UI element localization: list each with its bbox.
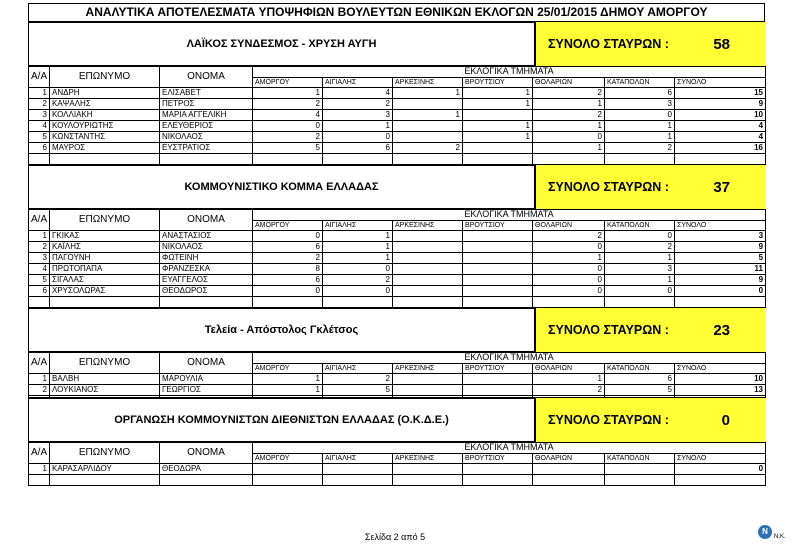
cell-votes: 5	[605, 385, 675, 396]
col-header-section: ΚΑΤΑΠΟΛΩΝ	[605, 77, 675, 88]
cell-votes	[463, 275, 533, 286]
cell-votes: 6	[605, 374, 675, 385]
cell-votes	[463, 374, 533, 385]
cell-surname: ΧΡΥΣΟΛΩΡΑΣ	[50, 286, 160, 297]
party-name: ΚΟΜΜΟΥΝΙΣΤΙΚΟ ΚΟΜΜΑ ΕΛΛΑΔΑΣ	[184, 181, 379, 193]
table-row	[29, 88, 766, 99]
cell-name: ΕΥΑΓΓΕΛΟΣ	[160, 275, 253, 286]
col-header-section: ΑΜΟΡΓΟΥ	[253, 453, 323, 464]
cell-aa: 2	[29, 385, 50, 396]
cell-votes: 16	[675, 143, 766, 154]
cell-empty	[533, 154, 605, 165]
cell-votes: 4	[675, 121, 766, 132]
col-header-aa: Α/Α	[29, 353, 50, 374]
cell-votes	[463, 110, 533, 121]
col-header-section: ΑΡΚΕΣΙΝΗΣ	[393, 363, 463, 374]
cell-votes: 6	[253, 275, 323, 286]
cell-votes: 0	[533, 242, 605, 253]
cell-votes	[393, 275, 463, 286]
cell-empty	[160, 475, 253, 486]
cell-empty	[253, 154, 323, 165]
cell-votes: 13	[675, 385, 766, 396]
cell-surname: ΑΝΔΡΗ	[50, 88, 160, 99]
cell-votes: 0	[675, 286, 766, 297]
total-votes-label: ΣΥΝΟΛΟ ΣΤΑΥΡΩΝ :	[548, 180, 669, 194]
cell-votes: 0	[605, 286, 675, 297]
col-header-section: ΚΑΤΑΠΟΛΩΝ	[605, 453, 675, 464]
cell-votes	[605, 464, 675, 475]
cell-aa: 4	[29, 264, 50, 275]
table-row	[29, 286, 766, 297]
cell-empty	[463, 475, 533, 486]
table-row-empty	[29, 475, 766, 486]
col-header-section: ΚΑΤΑΠΟΛΩΝ	[605, 220, 675, 231]
cell-votes: 9	[675, 99, 766, 110]
col-header-name: ΟΝΟΜΑ	[160, 210, 253, 231]
col-header-section: ΣΥΝΟΛΟ	[675, 220, 766, 231]
cell-name: ΑΝΑΣΤΑΣΙΟΣ	[160, 231, 253, 242]
col-header-section: ΣΥΝΟΛΟ	[675, 77, 766, 88]
cell-votes	[393, 132, 463, 143]
col-header-sections: ΕΚΛΟΓΙΚΑ ΤΜΗΜΑΤΑ	[253, 210, 766, 221]
total-votes-label: ΣΥΝΟΛΟ ΣΤΑΥΡΩΝ :	[548, 37, 669, 51]
cell-votes: 1	[533, 99, 605, 110]
cell-empty	[50, 297, 160, 308]
table-row	[29, 374, 766, 385]
cell-votes	[463, 385, 533, 396]
cell-votes: 1	[533, 121, 605, 132]
cell-votes	[393, 264, 463, 275]
cell-votes: 4	[323, 88, 393, 99]
col-header-section: ΘΟΛΑΡΙΩΝ	[533, 220, 605, 231]
candidates-table	[28, 442, 766, 486]
party-block	[28, 397, 765, 486]
cell-surname: ΚΟΥΛΟΥΡΙΩΤΗΣ	[50, 121, 160, 132]
total-votes-value: 37	[713, 178, 730, 196]
cell-empty	[393, 154, 463, 165]
cell-surname: ΒΑΛΒΗ	[50, 374, 160, 385]
cell-votes	[323, 464, 393, 475]
table-row	[29, 275, 766, 286]
cell-votes: 10	[675, 110, 766, 121]
cell-votes	[393, 231, 463, 242]
col-header-section: ΒΡΟΥΤΣΙΟΥ	[463, 77, 533, 88]
cell-votes	[393, 253, 463, 264]
cell-empty	[29, 475, 50, 486]
col-header-name: ΟΝΟΜΑ	[160, 443, 253, 464]
cell-aa: 2	[29, 99, 50, 110]
col-header-name: ΟΝΟΜΑ	[160, 353, 253, 374]
cell-surname: ΜΑΥΡΟΣ	[50, 143, 160, 154]
cell-votes: 15	[675, 88, 766, 99]
col-header-name: ΟΝΟΜΑ	[160, 67, 253, 88]
table-row	[29, 143, 766, 154]
cell-votes: 5	[323, 385, 393, 396]
cell-empty	[675, 297, 766, 308]
col-header-surname: ΕΠΩΝΥΜΟ	[50, 67, 160, 88]
cell-name: ΦΩΤΕΙΝΗ	[160, 253, 253, 264]
cell-votes: 9	[675, 242, 766, 253]
cell-votes: 0	[533, 275, 605, 286]
cell-empty	[323, 154, 393, 165]
cell-empty	[160, 297, 253, 308]
col-header-sections: ΕΚΛΟΓΙΚΑ ΤΜΗΜΑΤΑ	[253, 353, 766, 364]
cell-votes: 1	[393, 110, 463, 121]
cell-aa: 5	[29, 132, 50, 143]
cell-votes: 1	[463, 99, 533, 110]
cell-votes: 4	[253, 110, 323, 121]
cell-votes	[463, 464, 533, 475]
cell-votes	[393, 464, 463, 475]
col-header-section: ΘΟΛΑΡΙΩΝ	[533, 363, 605, 374]
table-row	[29, 231, 766, 242]
cell-votes: 2	[253, 132, 323, 143]
cell-empty	[605, 154, 675, 165]
cell-votes	[463, 242, 533, 253]
cell-votes: 0	[323, 132, 393, 143]
cell-empty	[675, 154, 766, 165]
cell-empty	[533, 475, 605, 486]
cell-votes: 0	[533, 132, 605, 143]
col-header-section: ΒΡΟΥΤΣΙΟΥ	[463, 220, 533, 231]
cell-votes: 0	[533, 264, 605, 275]
party-block	[28, 164, 765, 308]
cell-empty	[29, 297, 50, 308]
table-row-empty	[29, 297, 766, 308]
party-name: Τελεία - Απόστολος Γκλέτσος	[204, 324, 359, 336]
cell-name: ΕΛΕΥΘΕΡΙΟΣ	[160, 121, 253, 132]
cell-votes: 2	[533, 88, 605, 99]
cell-votes: 0	[675, 464, 766, 475]
cell-votes	[463, 253, 533, 264]
cell-votes: 0	[605, 110, 675, 121]
cell-votes: 1	[463, 132, 533, 143]
cell-votes: 1	[323, 231, 393, 242]
cell-votes: 1	[253, 88, 323, 99]
cell-votes: 2	[253, 99, 323, 110]
cell-empty	[323, 297, 393, 308]
party-block	[28, 21, 765, 165]
cell-empty	[50, 154, 160, 165]
party-block	[28, 307, 765, 407]
cell-votes	[393, 286, 463, 297]
cell-votes: 2	[605, 143, 675, 154]
cell-votes: 1	[463, 88, 533, 99]
cell-votes: 2	[323, 374, 393, 385]
page-title: ΑΝΑΛΥΤΙΚΑ ΑΠΟΤΕΛΕΣΜΑΤΑ ΥΠΟΨΗΦΙΩΝ ΒΟΥΛΕΥΤΩΝ ΕΘΝΙΚΩΝ ΕΚΛΟΓΩΝ 25/01/2015 ΔΗΜΟΥ ΑΜΟΡΓΟΥ	[28, 3, 765, 22]
col-header-surname: ΕΠΩΝΥΜΟ	[50, 443, 160, 464]
cell-votes: 11	[675, 264, 766, 275]
col-header-surname: ΕΠΩΝΥΜΟ	[50, 210, 160, 231]
cell-empty	[675, 475, 766, 486]
cell-empty	[393, 297, 463, 308]
cell-empty	[160, 154, 253, 165]
cell-votes	[393, 242, 463, 253]
candidates-table	[28, 66, 766, 165]
cell-empty	[50, 475, 160, 486]
party-header	[28, 21, 765, 66]
publisher-logo-text: N.K.	[774, 534, 786, 540]
table-row	[29, 121, 766, 132]
cell-surname: ΚΩΝΣΤΑΝΤΗΣ	[50, 132, 160, 143]
cell-votes	[393, 99, 463, 110]
cell-surname: ΚΑΪΛΗΣ	[50, 242, 160, 253]
table-row	[29, 110, 766, 121]
cell-votes	[393, 121, 463, 132]
cell-votes: 1	[253, 374, 323, 385]
col-header-sections: ΕΚΛΟΓΙΚΑ ΤΜΗΜΑΤΑ	[253, 67, 766, 78]
col-header-aa: Α/Α	[29, 443, 50, 464]
cell-aa: 3	[29, 253, 50, 264]
cell-votes: 10	[675, 374, 766, 385]
cell-votes: 2	[533, 110, 605, 121]
cell-votes: 1	[533, 253, 605, 264]
party-header	[28, 164, 765, 209]
cell-surname: ΣΙΓΑΛΑΣ	[50, 275, 160, 286]
cell-votes	[463, 264, 533, 275]
total-votes-label: ΣΥΝΟΛΟ ΣΤΑΥΡΩΝ :	[548, 413, 669, 427]
total-votes-value: 0	[721, 411, 730, 429]
cell-votes: 1	[605, 121, 675, 132]
cell-votes: 0	[323, 286, 393, 297]
cell-empty	[253, 297, 323, 308]
cell-votes: 5	[675, 253, 766, 264]
total-votes-box	[534, 398, 766, 442]
total-votes-box	[534, 165, 766, 209]
col-header-surname: ΕΠΩΝΥΜΟ	[50, 353, 160, 374]
cell-name: ΝΙΚΟΛΑΟΣ	[160, 132, 253, 143]
table-row	[29, 264, 766, 275]
table-row	[29, 99, 766, 110]
cell-empty	[605, 297, 675, 308]
table-row-empty	[29, 154, 766, 165]
cell-empty	[29, 154, 50, 165]
table-row	[29, 253, 766, 264]
cell-empty	[323, 475, 393, 486]
cell-votes	[393, 385, 463, 396]
cell-empty	[393, 475, 463, 486]
party-name: ΟΡΓΑΝΩΣΗ ΚΟΜΜΟΥΝΙΣΤΩΝ ΔΙΕΘΝΙΣΤΩΝ ΕΛΛΑΔΑΣ (Ο.Κ.Δ.Ε.)	[114, 414, 449, 426]
col-header-section: ΑΜΟΡΓΟΥ	[253, 363, 323, 374]
cell-votes: 1	[605, 253, 675, 264]
cell-empty	[253, 475, 323, 486]
col-header-section: ΑΙΓΙΑΛΗΣ	[323, 363, 393, 374]
cell-votes: 0	[605, 231, 675, 242]
cell-votes: 1	[533, 374, 605, 385]
cell-surname: ΛΟΥΚΙΑΝΟΣ	[50, 385, 160, 396]
cell-votes: 1	[323, 121, 393, 132]
cell-votes: 2	[393, 143, 463, 154]
cell-name: ΘΕΟΔΩΡΑ	[160, 464, 253, 475]
cell-votes	[393, 374, 463, 385]
cell-votes: 1	[323, 253, 393, 264]
cell-surname: ΓΚΙΚΑΣ	[50, 231, 160, 242]
cell-empty	[533, 297, 605, 308]
table-row	[29, 385, 766, 396]
cell-aa: 6	[29, 286, 50, 297]
col-header-section: ΘΟΛΑΡΙΩΝ	[533, 77, 605, 88]
cell-surname: ΚΟΛΛΙΑΚΗ	[50, 110, 160, 121]
col-header-section: ΒΡΟΥΤΣΙΟΥ	[463, 363, 533, 374]
cell-empty	[463, 154, 533, 165]
cell-votes: 1	[533, 143, 605, 154]
table-row	[29, 464, 766, 475]
cell-aa: 3	[29, 110, 50, 121]
cell-aa: 4	[29, 121, 50, 132]
cell-empty	[463, 297, 533, 308]
cell-aa: 1	[29, 374, 50, 385]
cell-surname: ΠΑΓΟΥΝΗ	[50, 253, 160, 264]
cell-votes: 2	[323, 275, 393, 286]
cell-votes: 1	[323, 242, 393, 253]
cell-name: ΜΑΡΟΥΛΙΑ	[160, 374, 253, 385]
cell-votes: 0	[253, 121, 323, 132]
col-header-section: ΑΙΓΙΑΛΗΣ	[323, 220, 393, 231]
cell-votes: 8	[253, 264, 323, 275]
col-header-section: ΣΥΝΟΛΟ	[675, 453, 766, 464]
cell-votes: 6	[253, 242, 323, 253]
col-header-section: ΚΑΤΑΠΟΛΩΝ	[605, 363, 675, 374]
col-header-section: ΒΡΟΥΤΣΙΟΥ	[463, 453, 533, 464]
cell-votes	[533, 464, 605, 475]
cell-votes: 2	[323, 99, 393, 110]
cell-votes	[253, 464, 323, 475]
cell-name: ΜΑΡΙΑ ΑΓΓΕΛΙΚΗ	[160, 110, 253, 121]
cell-aa: 1	[29, 231, 50, 242]
cell-votes: 1	[463, 121, 533, 132]
cell-votes: 0	[253, 286, 323, 297]
cell-votes: 1	[605, 132, 675, 143]
cell-aa: 1	[29, 464, 50, 475]
total-votes-value: 23	[713, 321, 730, 339]
col-header-aa: Α/Α	[29, 67, 50, 88]
cell-aa: 5	[29, 275, 50, 286]
candidates-table	[28, 209, 766, 308]
cell-surname: ΚΑΡΑΣΑΡΛΙΔΟΥ	[50, 464, 160, 475]
page-number: Σελίδα 2 από 5	[364, 532, 426, 542]
col-header-aa: Α/Α	[29, 210, 50, 231]
cell-votes: 1	[253, 385, 323, 396]
col-header-section: ΑΡΚΕΣΙΝΗΣ	[393, 453, 463, 464]
cell-name: ΝΙΚΟΛΑΟΣ	[160, 242, 253, 253]
cell-surname: ΚΑΨΑΛΗΣ	[50, 99, 160, 110]
col-header-section: ΑΡΚΕΣΙΝΗΣ	[393, 77, 463, 88]
total-votes-label: ΣΥΝΟΛΟ ΣΤΑΥΡΩΝ :	[548, 323, 669, 337]
cell-votes: 4	[675, 132, 766, 143]
cell-votes: 3	[675, 231, 766, 242]
cell-votes: 3	[605, 99, 675, 110]
total-votes-box	[534, 22, 766, 66]
cell-votes: 2	[605, 242, 675, 253]
cell-votes: 3	[605, 264, 675, 275]
cell-votes: 2	[253, 253, 323, 264]
cell-votes: 1	[605, 275, 675, 286]
cell-name: ΕΥΣΤΡΑΤΙΟΣ	[160, 143, 253, 154]
col-header-section: ΑΡΚΕΣΙΝΗΣ	[393, 220, 463, 231]
table-row	[29, 242, 766, 253]
cell-aa: 1	[29, 88, 50, 99]
cell-votes: 9	[675, 275, 766, 286]
col-header-section: ΑΜΟΡΓΟΥ	[253, 77, 323, 88]
publisher-logo-icon: Ν	[758, 525, 772, 539]
cell-votes: 6	[323, 143, 393, 154]
party-header	[28, 307, 765, 352]
cell-votes	[463, 231, 533, 242]
cell-votes: 2	[533, 231, 605, 242]
cell-votes: 0	[323, 264, 393, 275]
col-header-section: ΣΥΝΟΛΟ	[675, 363, 766, 374]
cell-name: ΦΡΑΝΖΕΣΚΑ	[160, 264, 253, 275]
total-votes-value: 58	[713, 35, 730, 53]
party-name: ΛΑΪΚΟΣ ΣΥΝΔΕΣΜΟΣ - ΧΡΥΣΗ ΑΥΓΗ	[186, 38, 377, 50]
table-row	[29, 132, 766, 143]
col-header-section: ΑΜΟΡΓΟΥ	[253, 220, 323, 231]
col-header-section: ΑΙΓΙΑΛΗΣ	[323, 77, 393, 88]
cell-votes: 3	[323, 110, 393, 121]
col-header-section: ΘΟΛΑΡΙΩΝ	[533, 453, 605, 464]
cell-votes: 0	[533, 286, 605, 297]
col-header-section: ΑΙΓΙΑΛΗΣ	[323, 453, 393, 464]
cell-votes: 2	[533, 385, 605, 396]
cell-name: ΠΕΤΡΟΣ	[160, 99, 253, 110]
party-header	[28, 397, 765, 442]
cell-aa: 2	[29, 242, 50, 253]
cell-name: ΓΕΩΡΓΙΟΣ	[160, 385, 253, 396]
cell-empty	[605, 475, 675, 486]
cell-name: ΕΛΙΣΑΒΕΤ	[160, 88, 253, 99]
cell-votes: 1	[393, 88, 463, 99]
cell-surname: ΠΡΩΤΟΠΑΠΑ	[50, 264, 160, 275]
cell-votes: 5	[253, 143, 323, 154]
total-votes-box	[534, 308, 766, 352]
col-header-sections: ΕΚΛΟΓΙΚΑ ΤΜΗΜΑΤΑ	[253, 443, 766, 454]
cell-votes	[463, 286, 533, 297]
cell-aa: 6	[29, 143, 50, 154]
cell-votes	[463, 143, 533, 154]
cell-name: ΘΕΟΔΩΡΟΣ	[160, 286, 253, 297]
cell-votes: 0	[253, 231, 323, 242]
cell-votes: 6	[605, 88, 675, 99]
